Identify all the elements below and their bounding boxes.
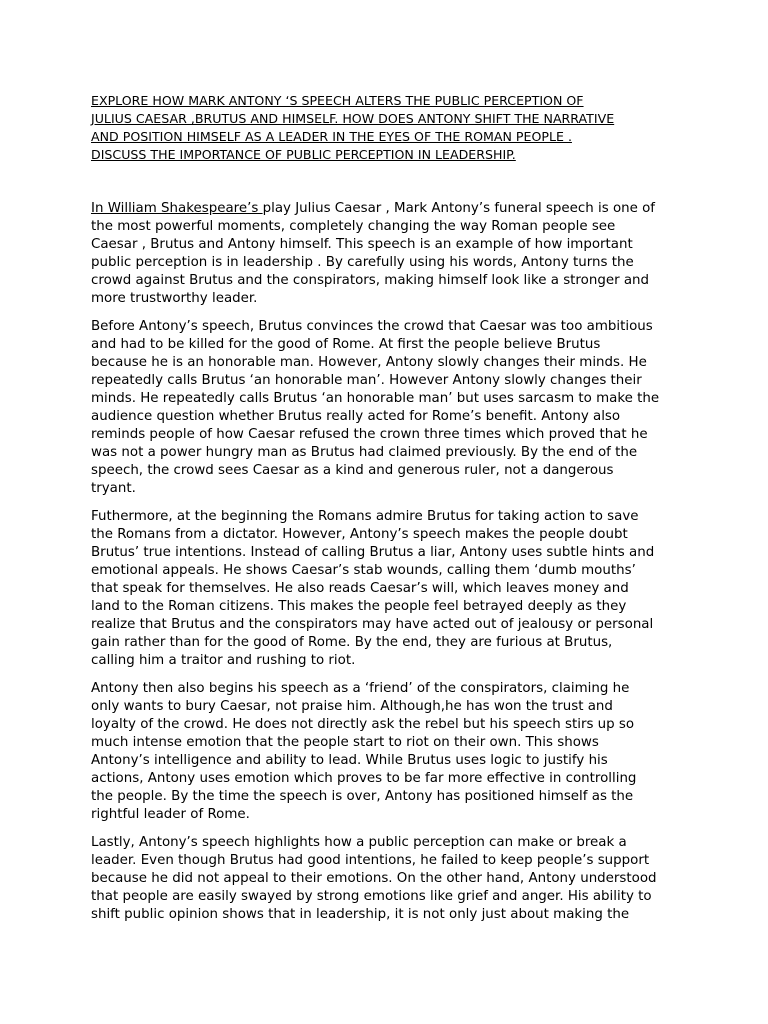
intro-paragraph — [91, 200, 688, 308]
intro-text: play Julius Caesar , Mark Antony’s funeral speech is one of the most powerful moments, completely changing the way Roman people see Caesar , Brutus and Antony himself. This speech is an example of how important public perception is in leadership . By carefully using his words, Antony turns the crowd against Brutus and the conspirators, making himself look like a stronger and more trustworthy leader. — [91, 201, 656, 306]
blank-line — [91, 164, 688, 200]
body-paragraph-5: Lastly, Antony’s speech highlights how a public perception can make or break a leader. Even though Brutus had good intentions, he failed to keep people’s support because he did not appeal to their emotions. On the other hand, Antony understood that people are easily swayed by strong emotions like grief and anger. His ability to shift public opinion shows that in leadership, it is not only just about making the — [91, 835, 657, 922]
body-paragraph-2: Before Antony’s speech, Brutus convinces the crowd that Caesar was too ambitious and had to be killed for the good of Rome. At first the people believe Brutus because he is an honorable man. However, Antony slowly changes their minds. He repeatedly calls Brutus ‘an honorable man’. However Antony slowly changes their minds. He repeatedly calls Brutus ‘an honorable man’ but uses sarcasm to make the audience question whether Brutus really acted for Rome’s benefit. Antony also reminds people of how Caesar refused the crown three times which proved that he was not a power hungry man as Brutus had claimed previously. By the end of the speech, the crowd sees Caesar as a kind and generous ruler, not a dangerous tryant. — [91, 319, 660, 496]
body-paragraph-4: Antony then also begins his speech as a ‘friend’ of the conspirators, claiming he only wants to bury Caesar, not praise him. Although,he has won the trust and loyalty of the crowd. He does not directly ask the rebel but his speech stirs up so much intense emotion that the people start to riot on their own. This shows Antony’s intelligence and ability to lead. While Brutus uses logic to justify his actions, Antony uses emotion which proves to be far more effective in controlling the people. By the time the speech is over, Antony has positioned himself as the rightful leader of Rome. — [91, 681, 637, 822]
body-paragraph-3: Futhermore, at the beginning the Romans admire Brutus for taking action to save the Romans from a dictator. However, Antony’s speech makes the people doubt Brutus’ true intentions. Instead of calling Brutus a liar, Antony uses subtle hints and emotional appeals. He shows Caesar’s stab wounds, calling them ‘dumb mouths’ that speak for themselves. He also reads Caesar’s will, which leaves money and land to the Roman citizens. This makes the people feel betrayed deeply as they realize that Brutus and the conspirators may have acted out of jealousy or personal gain rather than for the good of Rome. By the end, they are furious at Brutus, calling him a traitor and rushing to riot. — [91, 509, 655, 668]
essay-question-heading: EXPLORE HOW MARK ANTONY ‘S SPEECH ALTERS THE PUBLIC PERCEPTION OF JULIUS CAESAR ,BRUTUS AND HIMSELF. HOW DOES ANTONY SHIFT THE NARRATIVE AND POSITION HIMSELF AS A LEADER IN THE EYES OF THE ROMAN PEOPLE . DISCUSS THE IMPORTANCE OF PUBLIC PERCEPTION IN LEADERSHIP. — [91, 93, 615, 162]
intro-underlined-text: In William Shakespeare’s — [91, 201, 263, 216]
